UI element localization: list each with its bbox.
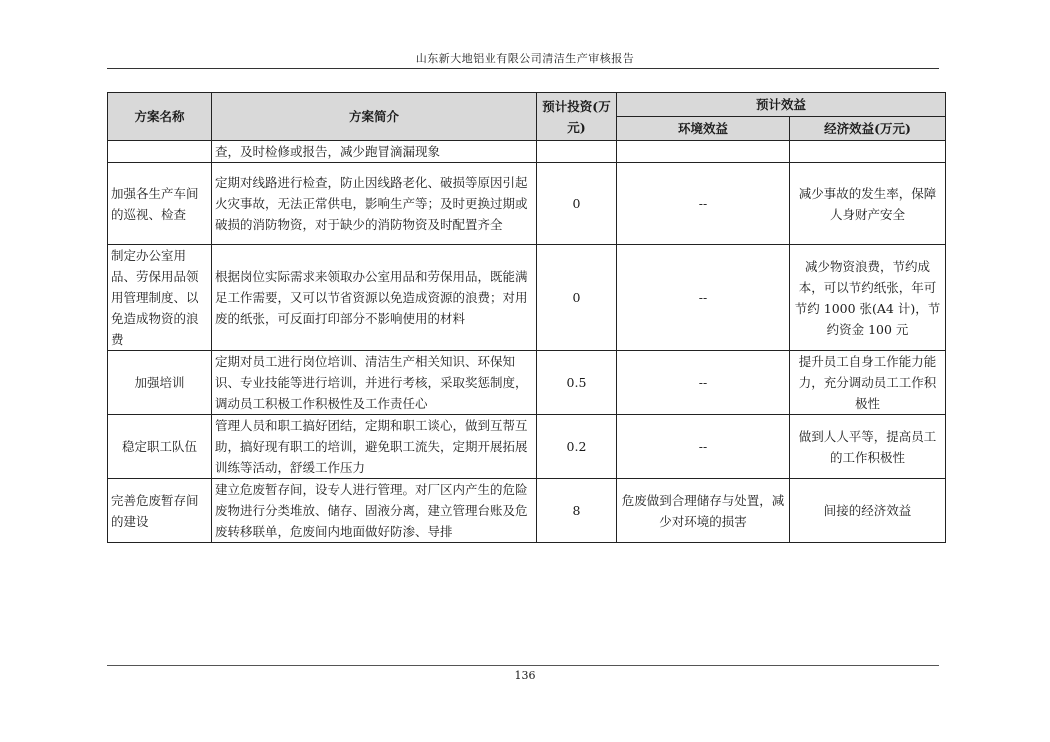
environmental-benefit-cell: -- <box>617 415 790 479</box>
economic-benefit-cell <box>790 141 946 163</box>
investment-cell <box>537 141 617 163</box>
table-row <box>108 163 946 245</box>
header-economic-benefit: 经济效益(万元) <box>790 117 946 141</box>
table-row <box>108 245 946 351</box>
economic-benefit-cell: 减少事故的发生率，保障人身财产安全 <box>790 163 946 245</box>
plan-name-cell: 稳定职工队伍 <box>108 415 212 479</box>
investment-cell: 0 <box>537 245 617 351</box>
header-expected-benefit: 预计效益 <box>617 93 946 117</box>
plan-name-cell <box>108 141 212 163</box>
investment-cell: 0.2 <box>537 415 617 479</box>
environmental-benefit-cell: -- <box>617 351 790 415</box>
investment-cell: 8 <box>537 479 617 543</box>
plan-name-cell: 加强培训 <box>108 351 212 415</box>
table-row <box>108 415 946 479</box>
table-row <box>108 479 946 543</box>
plan-description-cell: 查，及时检修或报告，减少跑冒滴漏现象 <box>212 141 537 163</box>
page-number: 136 <box>514 669 536 682</box>
economic-benefit-cell: 提升员工自身工作能力能力，充分调动员工工作积极性 <box>790 351 946 415</box>
table-row <box>108 141 946 163</box>
header-investment: 预计投资(万元) <box>537 93 617 141</box>
header-plan-name: 方案名称 <box>108 93 212 141</box>
plan-name-cell: 制定办公室用品、劳保用品领用管理制度、以免造成物资的浪费 <box>108 245 212 351</box>
plan-name-cell: 完善危废暂存间的建设 <box>108 479 212 543</box>
plan-description-cell: 定期对员工进行岗位培训、清洁生产相关知识、环保知识、专业技能等进行培训，并进行考核，采取奖惩制度，调动员工积极工作积极性及工作责任心 <box>212 351 537 415</box>
environmental-benefit-cell: -- <box>617 163 790 245</box>
economic-benefit-cell: 做到人人平等，提高员工的工作积极性 <box>790 415 946 479</box>
footer-rule <box>107 665 939 666</box>
environmental-benefit-cell: -- <box>617 245 790 351</box>
plan-description-cell: 建立危废暂存间，设专人进行管理。对厂区内产生的危险废物进行分类堆放、储存、固液分离，建立管理台账及危废转移联单，危废间内地面做好防渗、导排 <box>212 479 537 543</box>
investment-cell: 0.5 <box>537 351 617 415</box>
table-row <box>108 351 946 415</box>
plan-description-cell: 定期对线路进行检查，防止因线路老化、破损等原因引起火灾事故，无法正常供电，影响生产等；及时更换过期或破损的消防物资，对于缺少的消防物资及时配置齐全 <box>212 163 537 245</box>
environmental-benefit-cell: 危废做到合理储存与处置，减少对环境的损害 <box>617 479 790 543</box>
environmental-benefit-cell <box>617 141 790 163</box>
report-header-title: 山东新大地铝业有限公司清洁生产审核报告 <box>415 52 635 65</box>
economic-benefit-cell: 减少物资浪费，节约成本，可以节约纸张，年可节约 1000 张(A4 计)，节约资金 100 元 <box>790 245 946 351</box>
plan-description-cell: 管理人员和职工搞好团结，定期和职工谈心，做到互帮互助，搞好现有职工的培训，避免职工流失，定期开展拓展训练等活动，舒缓工作压力 <box>212 415 537 479</box>
header-environmental-benefit: 环境效益 <box>617 117 790 141</box>
economic-benefit-cell: 间接的经济效益 <box>790 479 946 543</box>
investment-cell: 0 <box>537 163 617 245</box>
header-plan-description: 方案简介 <box>212 93 537 141</box>
plan-name-cell: 加强各生产车间的巡视、检查 <box>108 163 212 245</box>
plan-description-cell: 根据岗位实际需求来领取办公室用品和劳保用品，既能满足工作需要，又可以节省资源以免造成资源的浪费；对用废的纸张，可反面打印部分不影响使用的材料 <box>212 245 537 351</box>
plan-table <box>107 92 946 543</box>
header-rule <box>107 68 939 69</box>
